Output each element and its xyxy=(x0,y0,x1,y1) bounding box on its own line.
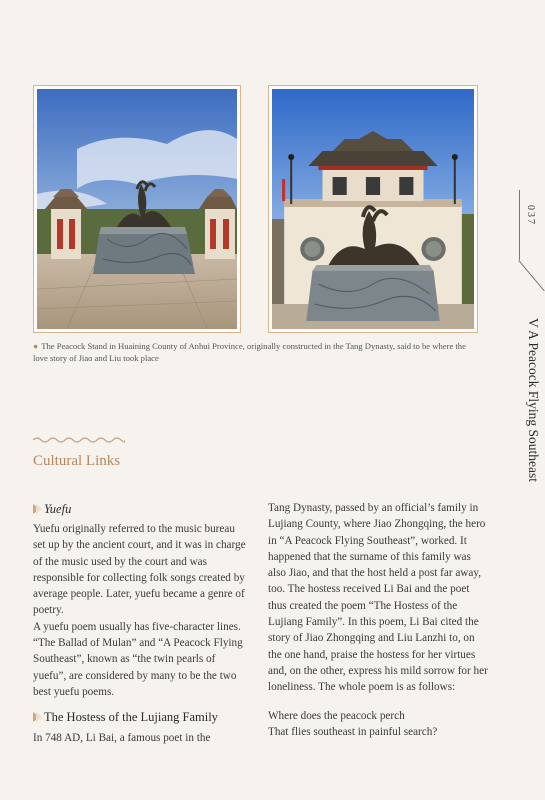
caption-bullet-icon: ● xyxy=(33,341,39,351)
subhead-yuefu xyxy=(33,500,248,518)
photo-peacock-stand-front xyxy=(33,85,241,333)
subhead-hostess-text: The Hostess of the Lujiang Family xyxy=(44,710,218,725)
peacock-stand-photo-right xyxy=(272,89,474,329)
chapter-title: V A Peacock Flying Southeast xyxy=(526,318,541,482)
poem-line-1: Where does the peacock perch xyxy=(268,709,405,722)
triangle-bullet-icon xyxy=(33,504,40,514)
paragraph-yuefu-1: Yuefu originally referred to the music bureau set up by the ancient court, and it was in charge of the music used by the court and was responsible for collecting folk songs created by average people. Later, yuefu became a genre of poetry. xyxy=(33,523,246,617)
side-divider-diagonal xyxy=(518,260,544,291)
poem-line-2: That flies southeast in painful search? xyxy=(268,725,438,738)
subhead-hostess xyxy=(33,708,248,726)
paragraph-hostess-2: Tang Dynasty, passed by an official’s family in Lujiang County, where Jiao Zhongqing, the hero in “A Peacock Flying Southeast”, worked. It happened that the surname of this family was also Jiao, and that the host held a post far away, too. The hostess received Li Bai and the poet thus created the poem “The Hostess of the Lujiang Family”. In this poem, Li Bai cited the story of Jiao Zhongqing and Liu Lanzhi to, on the one hand, praise the hostess for her virtues and, on the other, express his mild sorrow for her loneliness. The whole poem is as follows: xyxy=(268,502,488,694)
paragraph-hostess-1: In 748 AD, Li Bai, a famous poet in the xyxy=(33,732,211,745)
peacock-stand-photo-left xyxy=(37,89,237,329)
page-number: 037 xyxy=(525,205,536,226)
triangle-bullet-icon xyxy=(33,712,40,722)
caption-text: The Peacock Stand in Huaining County of Anhui Province, originally constructed in the Tang Dynasty, said to be where the love story of Jiao and Liu took place xyxy=(33,341,466,363)
decorative-wave-icon xyxy=(33,436,125,444)
section-title: Cultural Links xyxy=(33,453,121,469)
photo-peacock-stand-gate xyxy=(268,85,478,333)
paragraph-yuefu-2: A yuefu poem usually has five-character lines. “The Ballad of Mulan” and “A Peacock Flying Southeast”, known as “the twin pearls of yuefu”, are considered by many to be the two best yuefu poems. xyxy=(33,620,243,698)
left-column xyxy=(33,500,248,747)
subhead-yuefu-text: Yuefu xyxy=(44,501,72,516)
right-column xyxy=(268,500,488,740)
side-divider-line xyxy=(519,190,520,260)
photo-caption xyxy=(33,340,478,364)
